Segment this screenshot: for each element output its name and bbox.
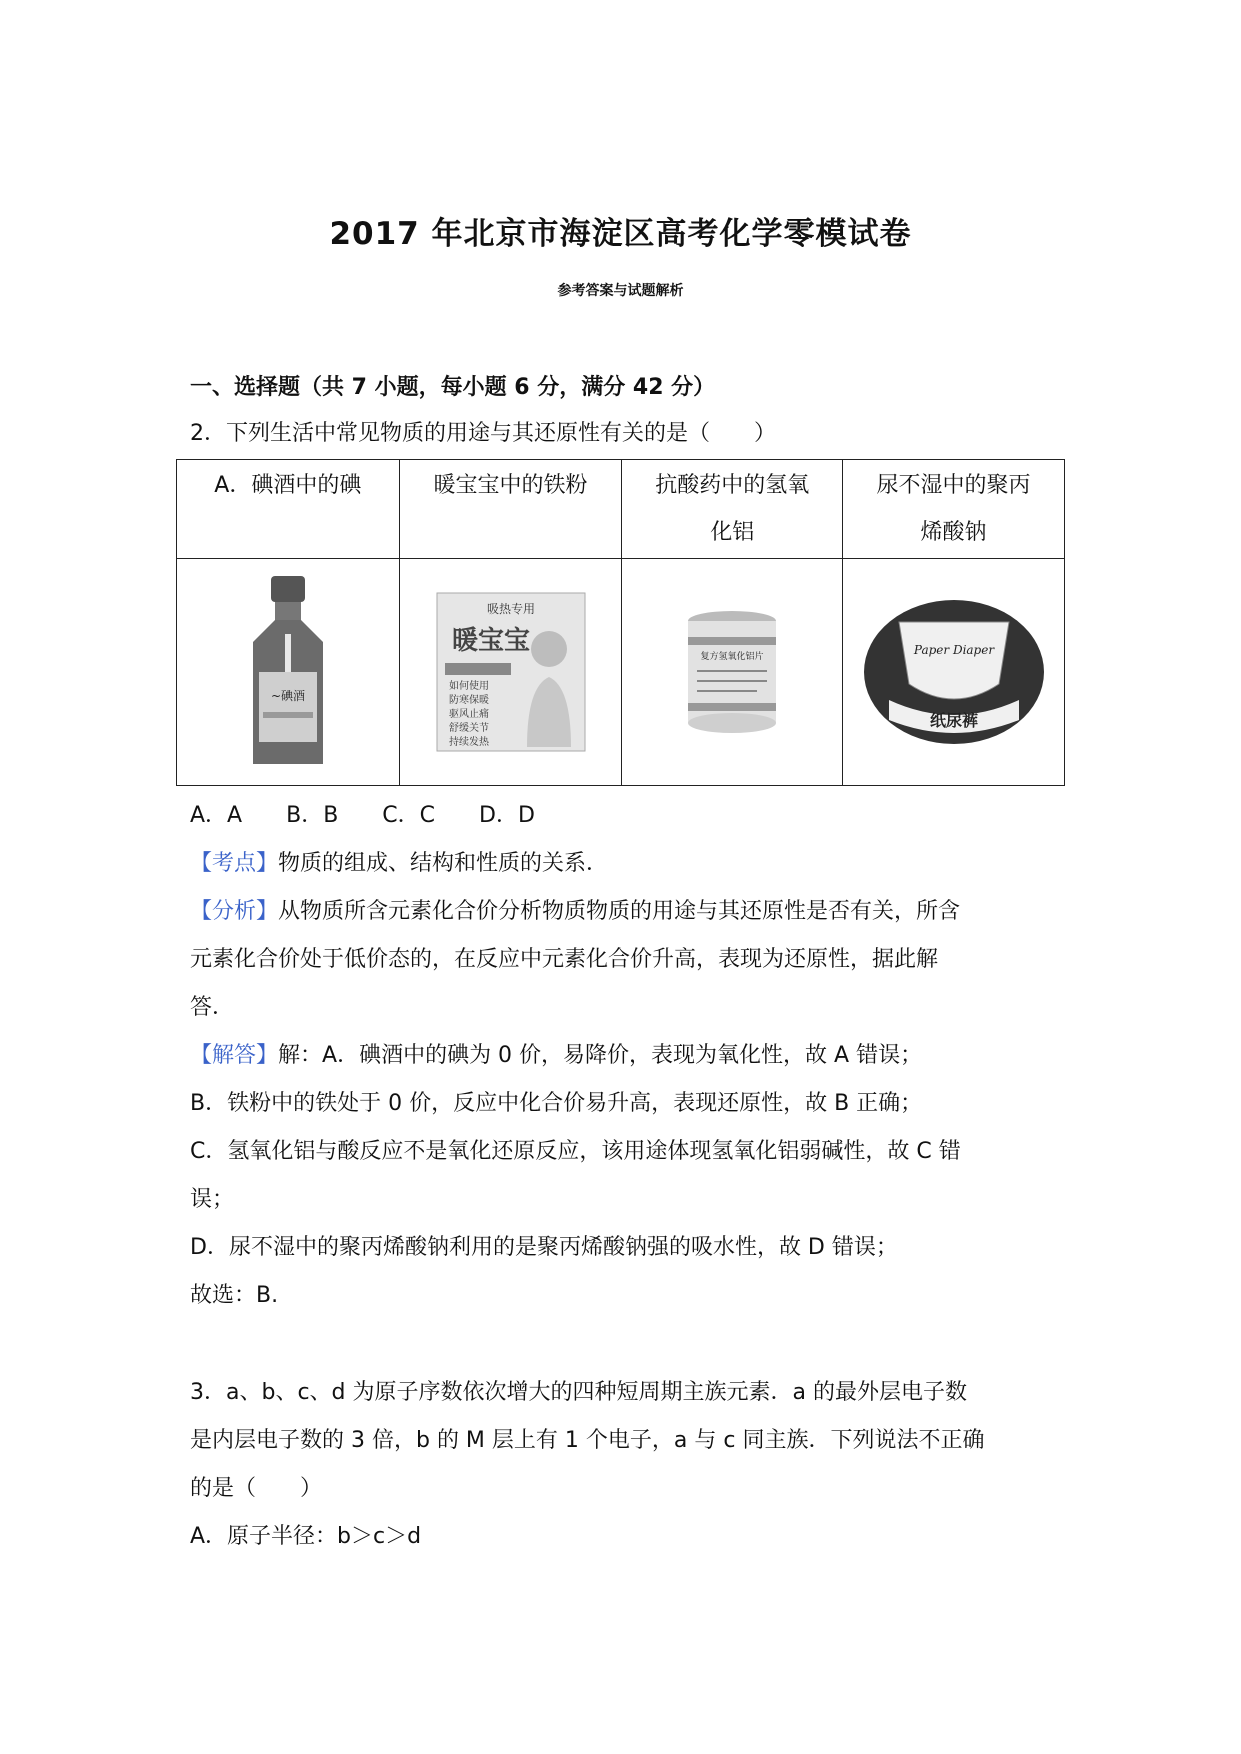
diaper-bottom-text: 纸尿裤: [929, 711, 978, 730]
question-3-option-a: A．原子半径：b＞c＞d: [190, 1524, 422, 1549]
jieda-line-3: C．氢氧化铝与酸反应不是氧化还原反应，该用途体现氢氧化铝弱碱性，故 C 错: [190, 1139, 961, 1164]
pack-line-5: 持续发热: [448, 737, 489, 748]
question-2-options-table: [176, 459, 1065, 786]
option-b-cell: [399, 460, 622, 559]
option-d-label-line1: 尿不湿中的聚丙: [876, 473, 1031, 498]
jieda-line-6: 故选：B.: [190, 1283, 279, 1308]
pack-brand-text: 暖宝宝: [451, 626, 530, 656]
option-d-cell: [843, 460, 1065, 559]
pack-line-2: 防寒保暖: [448, 695, 489, 706]
pack-line-1: 如何使用: [448, 681, 489, 692]
table-header-row: [177, 460, 1065, 559]
iodine-bottle-cell: [177, 559, 400, 786]
question-3-stem-3: 的是（ ）: [190, 1476, 323, 1501]
option-c-cell: [622, 460, 843, 559]
option-b-label: 暖宝宝中的铁粉: [433, 473, 588, 498]
kaodian-text: 物质的组成、结构和性质的关系．: [278, 851, 609, 876]
fenxi-line-2: 元素化合价处于低价态的，在反应中元素化合价升高，表现为还原性，据此解: [190, 947, 939, 972]
fenxi-tag: 【分析】: [190, 899, 279, 924]
table-image-row: [177, 559, 1065, 786]
page-subtitle: 参考答案与试题解析: [557, 283, 684, 299]
jieda-text-1: 解：A．碘酒中的碘为 0 价，易降价，表现为氧化性，故 A 错误；: [278, 1043, 923, 1068]
fenxi-line-1: [190, 896, 1060, 928]
jieda-line-4: 误；: [190, 1187, 235, 1212]
antacid-can-cell: [622, 559, 843, 786]
bottle-label-text: ~碘酒: [270, 689, 305, 703]
option-d-label-line2: 烯酸钠: [920, 520, 987, 545]
pack-top-text: 吸热专用: [486, 602, 535, 616]
question-3-stem-1: 3．a、b、c、d 为原子序数依次增大的四种短周期主族元素．a 的最外层电子数: [190, 1380, 967, 1405]
diaper-image: [859, 592, 1049, 752]
jieda-line-1: [190, 1040, 1060, 1072]
question-2-stem: 2．下列生活中常见物质的用途与其还原性有关的是（ ）: [190, 421, 776, 446]
question-2-options: A．A B．B C．C D．D: [190, 803, 535, 828]
pack-line-3: 驱风止痛: [448, 709, 489, 720]
kaodian-tag: 【考点】: [190, 851, 279, 876]
jieda-line-5: D．尿不湿中的聚丙烯酸钠利用的是聚丙烯酸钠强的吸水性，故 D 错误；: [190, 1235, 898, 1260]
jieda-line-2: B．铁粉中的铁处于 0 价，反应中化合价易升高，表现还原性，故 B 正确；: [190, 1091, 923, 1116]
fenxi-line-3: 答．: [190, 995, 235, 1020]
page-title: 2017 年北京市海淀区高考化学零模试卷: [329, 216, 912, 252]
section-heading: 一、选择题（共 7 小题，每小题 6 分，满分 42 分）: [190, 375, 716, 400]
fenxi-text-1: 从物质所含元素化合价分析物质物质的用途与其还原性是否有关，所含: [278, 899, 961, 924]
antacid-can-image: [677, 607, 787, 737]
option-c-label-line1: 抗酸药中的氢氧: [655, 473, 810, 498]
option-a-cell: [177, 460, 400, 559]
heat-pack-cell: [399, 559, 622, 786]
option-a-label: A．碘酒中的碘: [214, 473, 362, 498]
jieda-tag: 【解答】: [190, 1043, 279, 1068]
diaper-cell: [843, 559, 1065, 786]
question-3-stem-2: 是内层电子数的 3 倍，b 的 M 层上有 1 个电子，a 与 c 同主族．下列说法不正确: [190, 1428, 985, 1453]
diaper-top-text: Paper Diaper: [913, 643, 994, 657]
pack-line-4: 舒缓关节: [448, 723, 489, 734]
option-c-label-line2: 化铝: [710, 520, 755, 545]
can-label-text: 复方氢氧化铝片: [700, 652, 764, 662]
heat-pack-image: [431, 587, 591, 757]
kaodian-line: [190, 848, 1060, 880]
iodine-bottle-image: [233, 572, 343, 772]
